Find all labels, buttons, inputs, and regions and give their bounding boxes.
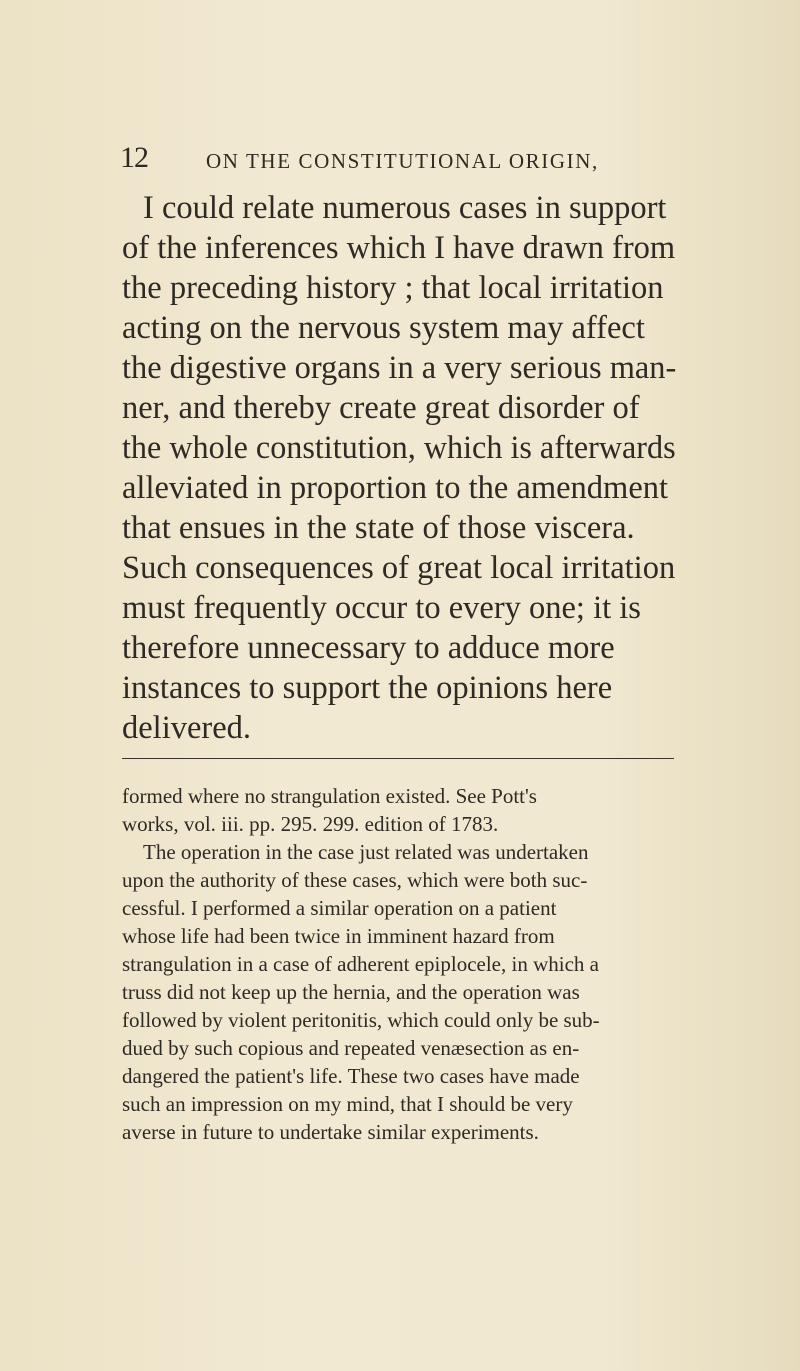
footnote-divider — [122, 758, 674, 759]
footnote-line: upon the authority of these cases, which were both suc- — [122, 868, 588, 892]
footnote-line: strangulation in a case of adherent epiplocele, in which a — [122, 952, 599, 976]
page-header — [120, 141, 680, 181]
body-line: the whole constitution, which is afterwards — [122, 430, 676, 466]
body-line: alleviated in proportion to the amendment — [122, 470, 669, 506]
footnote-line: followed by violent peritonitis, which could only be sub- — [122, 1008, 600, 1032]
body-line: delivered. — [122, 710, 252, 746]
body-line: the preceding history ; that local irritation — [122, 270, 664, 306]
footnote-line: truss did not keep up the hernia, and the operation was — [122, 980, 580, 1004]
footnote-line: formed where no strangulation existed. See Pott's — [122, 784, 537, 808]
footnote-line: dued by such copious and repeated venæsection as en- — [122, 1036, 580, 1060]
footnote-line: whose life had been twice in imminent hazard from — [122, 924, 555, 948]
footnote-line: works, vol. iii. pp. 295. 299. edition of 1783. — [122, 812, 499, 836]
body-line: acting on the nervous system may affect — [122, 310, 645, 346]
footnote-line: dangered the patient's life. These two cases have made — [122, 1064, 580, 1088]
footnote-line: The operation in the case just related was undertaken — [143, 840, 589, 864]
body-line: of the inferences which I have drawn from — [122, 230, 676, 266]
running-head: ON THE CONSTITUTIONAL ORIGIN, — [206, 149, 599, 173]
body-line: I could relate numerous cases in support — [143, 190, 667, 226]
body-line: therefore unnecessary to adduce more — [122, 630, 615, 666]
body-line: that ensues in the state of those viscera. — [122, 510, 635, 546]
body-line: the digestive organs in a very serious man- — [122, 350, 677, 386]
footnote-line: cessful. I performed a similar operation on a patient — [122, 896, 557, 920]
body-line: ner, and thereby create great disorder of — [122, 390, 640, 426]
footnote-line: such an impression on my mind, that I should be very — [122, 1092, 573, 1116]
body-line: Such consequences of great local irritation — [122, 550, 676, 586]
page-number: 12 — [120, 141, 148, 174]
body-line: must frequently occur to every one; it is — [122, 590, 641, 626]
body-line: instances to support the opinions here — [122, 670, 613, 706]
footnote-line: averse in future to undertake similar experiments. — [122, 1120, 539, 1144]
